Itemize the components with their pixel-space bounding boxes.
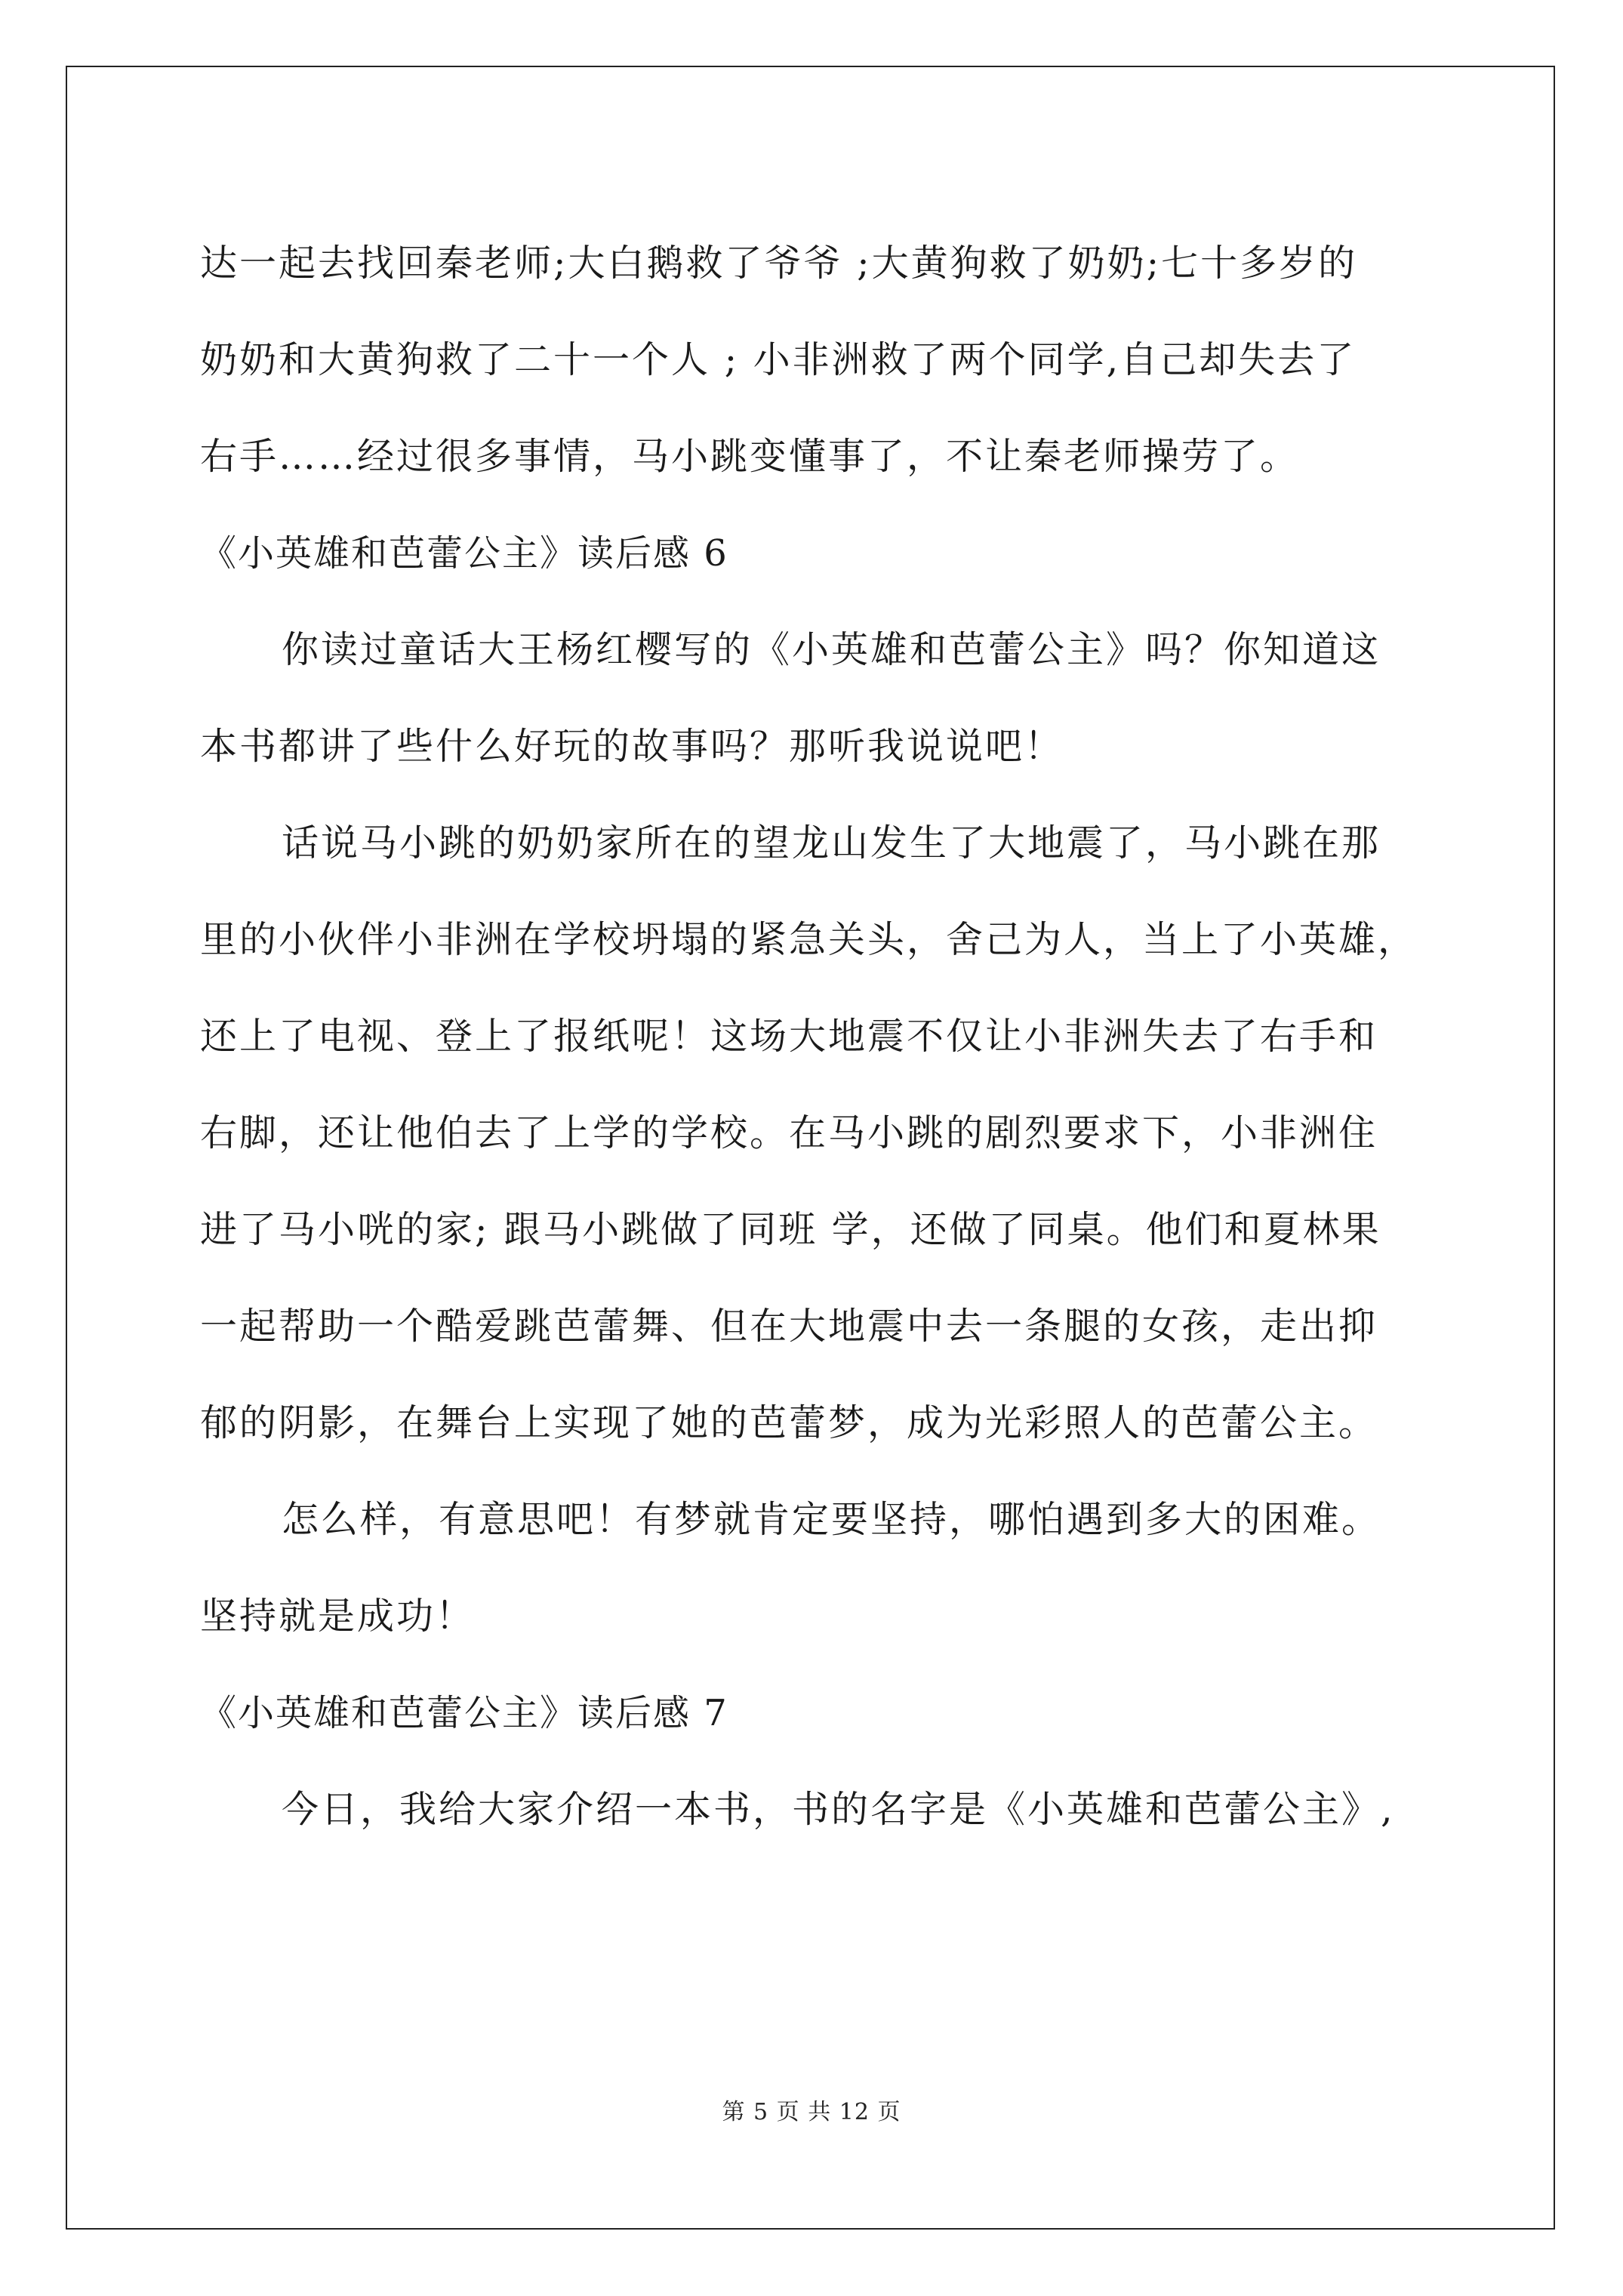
- section-heading: 《小英雄和芭蕾公主》读后感 6: [200, 532, 728, 575]
- section-heading: 《小英雄和芭蕾公主》读后感 7: [200, 1692, 728, 1734]
- text-line: 郁的阴影，在舞台上实现了她的芭蕾梦，成为光彩照人的芭蕾公主。: [200, 1401, 1378, 1444]
- text-line: 本书都讲了些什么好玩的故事吗？那听我说说吧！: [200, 725, 1064, 768]
- document-body: [200, 215, 1468, 1858]
- paragraph-first-line: 怎么样，有意思吧！有梦就肯定要坚持，哪怕遇到多大的困难。: [282, 1498, 1381, 1541]
- text-line: 里的小伙伴小非洲在学校坍塌的紧急关头，舍己为人，当上了小英雄，: [200, 918, 1418, 961]
- text-line: 右脚，还让他伯去了上学的学校。在马小跳的剧烈要求下，小非洲住: [200, 1111, 1378, 1154]
- paragraph-first-line: 今日，我给大家介绍一本书，书的名字是《小英雄和芭蕾公主》,: [282, 1788, 1395, 1831]
- page-number-footer: 第 5 页 共 12 页: [722, 2099, 901, 2125]
- text-line: 右手……经过很多事情，马小跳变懂事了，不让秦老师操劳了。: [200, 435, 1300, 478]
- text-line: 还上了电视、登上了报纸呢！这场大地震不仅让小非洲失去了右手和: [200, 1015, 1378, 1058]
- text-line: 达一起去找回秦老师;大白鹅救了爷爷 ;大黄狗救了奶奶;七十多岁的: [200, 242, 1358, 285]
- text-line: 奶奶和大黄狗救了二十一个人 ; 小非洲救了两个同学,自己却失去了: [200, 338, 1357, 381]
- text-line: 一起帮助一个酷爱跳芭蕾舞、但在大地震中去一条腿的女孩，走出抑: [200, 1305, 1378, 1348]
- text-line: 进了马小咣的家; 跟马小跳做了同班 学，还做了同桌。他们和夏林果: [200, 1208, 1381, 1251]
- paragraph-first-line: 话说马小跳的奶奶家所在的望龙山发生了大地震了，马小跳在那: [282, 821, 1381, 864]
- paragraph-first-line: 你读过童话大王杨红樱写的《小英雄和芭蕾公主》吗？你知道这: [282, 628, 1381, 671]
- text-line: 坚持就是成功！: [200, 1595, 476, 1638]
